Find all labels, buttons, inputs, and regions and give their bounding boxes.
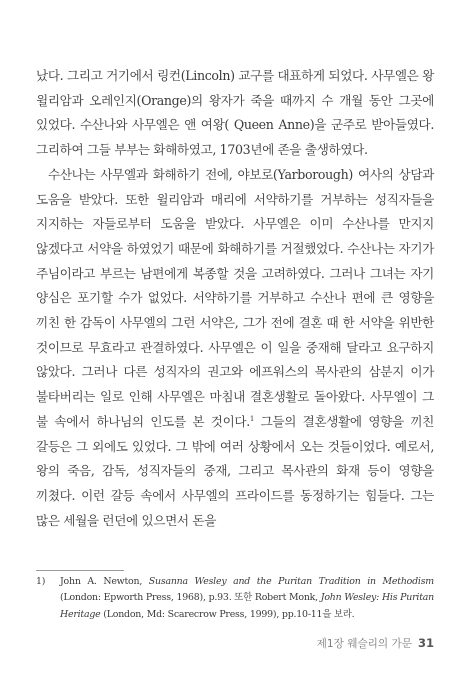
page-number: 31 — [417, 636, 434, 650]
running-footer — [317, 636, 434, 651]
footnote-divider — [36, 570, 124, 571]
paragraph-2-tail: 그들의 결혼생활에 영향을 끼친 갈등은 그 외에도 있었다. 그 밖에 여러 상황에서 오는 것들이었다. 예로서, 왕의 죽음, 감독, 성직자들의 중재, 그리고 목사관의 화재 등이 영향을 끼쳤다. 이런 갈등 속에서 사무엘의 프라이드를 동정하기는 힘들다. 그는 많은 세월을 런던에 있으면서 돈을 — [36, 413, 434, 528]
footnote-text — [60, 574, 434, 623]
chapter-title: 제1장 웨슬리의 가문 — [316, 638, 412, 650]
footnote-author: John A. Newton, — [60, 576, 149, 587]
footnote-publisher-1: (London: Epworth Press, 1968), p.93. 또한 Robert Monk, — [60, 592, 321, 604]
body-text — [36, 64, 434, 533]
footnote-book-title-2: John Wesley: His Puritan Heritage — [60, 592, 434, 620]
footnote-number: 1) — [36, 576, 46, 587]
footnote-reference[interactable]: 1 — [249, 414, 254, 423]
footnote — [36, 574, 434, 623]
footnote-book-title-1: Susanna Wesley and the Puritan Tradition in Methodism — [148, 576, 434, 587]
paragraph-1: 났다. 그리고 거기에서 링컨(Lincoln) 교구를 대표하게 되었다. 사무엘은 왕 윌리암과 오레인지(Orange)의 왕자가 죽을 때까지 수 개월 동안 그곳에 있었다. 수산나와 사무엘은 앤 여왕( Queen Anne)을 군주로 받아들였다. 그리하여 그들 부부는 화해하였고, 1703년에 존을 출생하였다. — [36, 68, 434, 158]
paragraph-2-main: 수산나는 사무엘과 화해하기 전에, 야보로(Yarborough) 여사의 상담과 도움을 받았다. 또한 윌리암과 매리에 서약하기를 거부하는 성직자들을 지지하는 자들로부터 도움을 받았다. 사무엘은 이미 수산나를 만지지 않겠다고 서약을 하였었기 때문에 화해하기를 거절했었다. 수산나는 자기가 주님이라고 부르는 남편에게 복종할 것을 고려하였다. 그러나 그녀는 자기 양심은 포기할 수가 없었다. 서약하기를 거부하고 수산나 편에 큰 영향을 끼친 한 감독이 사무엘의 그런 서약은, 그가 전에 결혼 때 한 서약을 위반한 것이므로 무효라고 관결하였다. 사무엘은 이 일을 중재해 달라고 요구하지 않았다. 그러나 다른 성직자의 권고와 에프워스의 목사관의 삼분지 이가 불타버리는 일로 인해 사무엘은 마침내 결혼생활로 돌아왔다. 사무엘이 그 불 속에서 하나님의 인도를 본 것이다. — [36, 166, 434, 429]
paragraph-2 — [36, 163, 434, 534]
footnote-publisher-2: (London, Md: Scarecrow Press, 1999), pp.10-11을 보라. — [100, 608, 355, 620]
